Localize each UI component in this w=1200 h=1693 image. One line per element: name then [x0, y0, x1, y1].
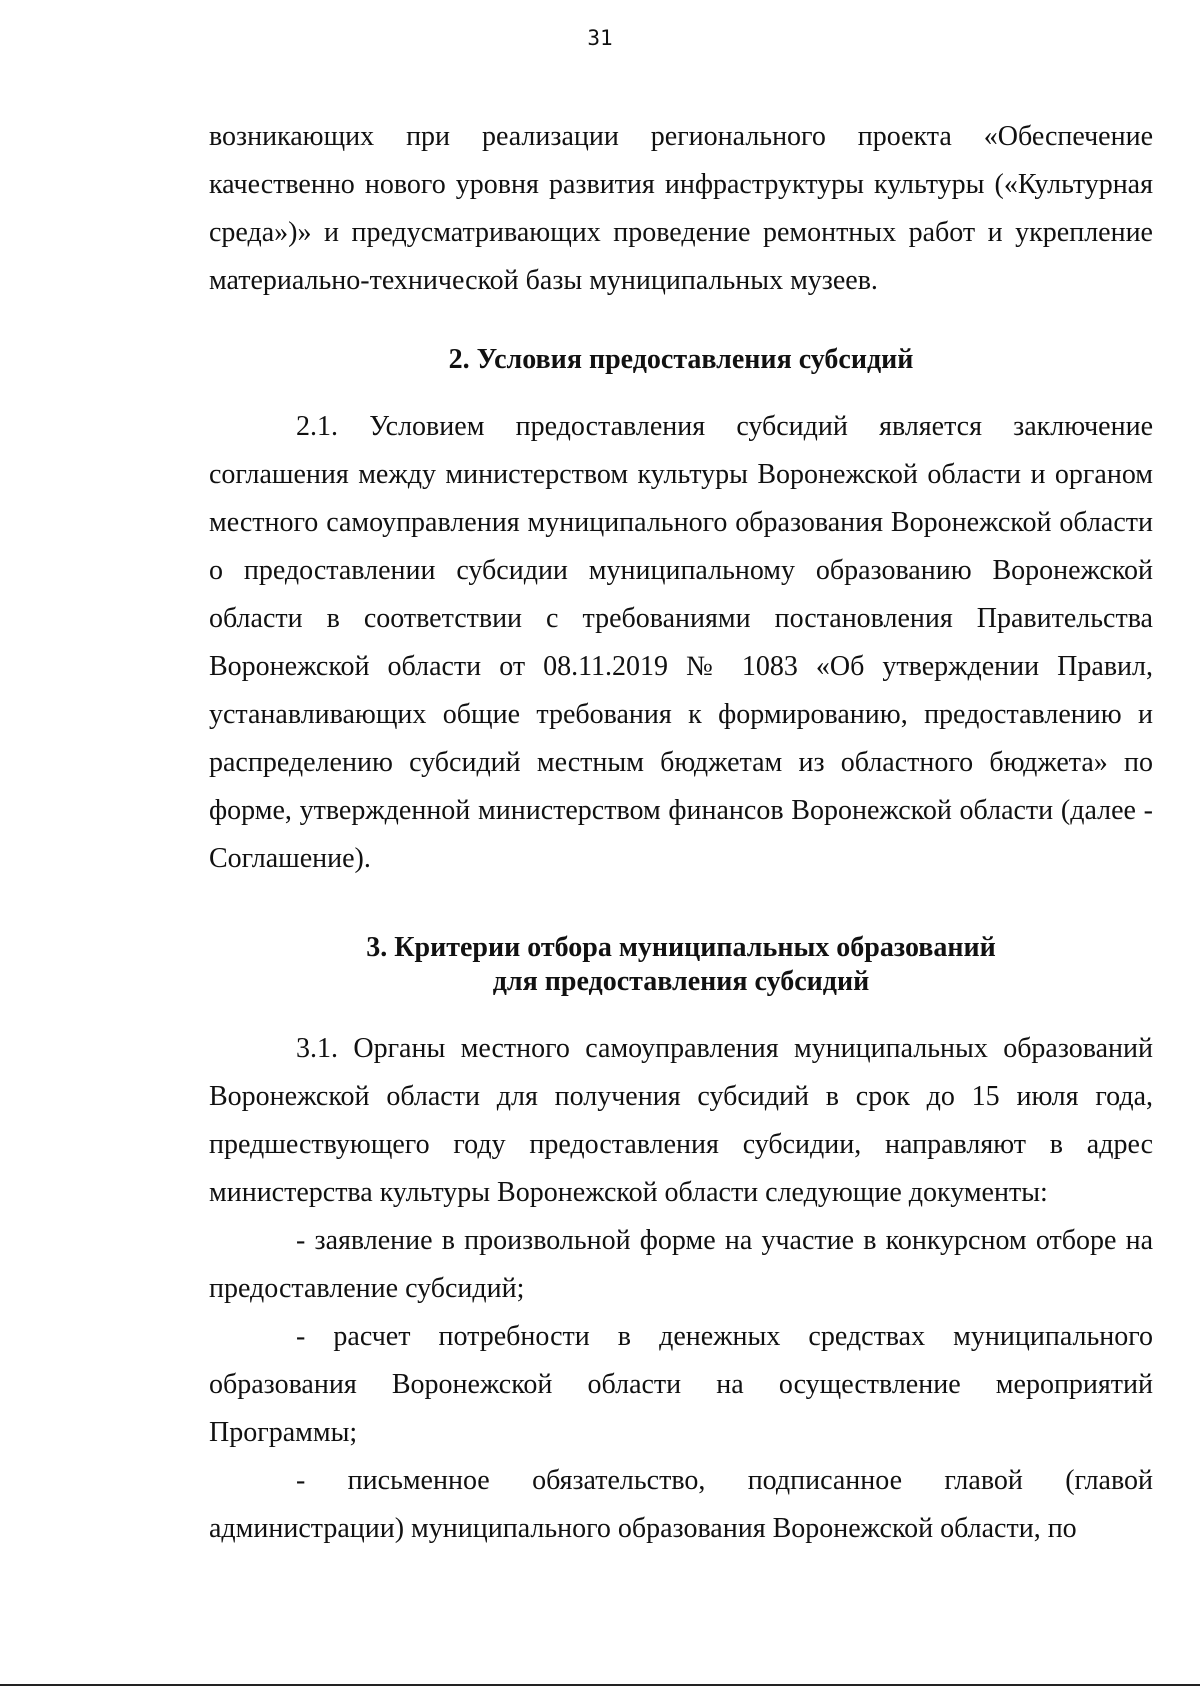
page-bottom-rule — [0, 1684, 1200, 1686]
section-2-heading: 2. Условия предоставления субсидий — [448, 344, 914, 375]
section-3-heading-line1: 3. Критерии отбора муниципальных образований — [366, 932, 996, 963]
list-item-obligation: - письменное обязательство, подписанное главой (главой администрации) муниципального образования Воронежской области, по — [209, 1465, 1153, 1544]
list-item-calculation: - расчет потребности в денежных средствах муниципального образования Воронежской области на осуществление мероприятий Программы; — [209, 1321, 1153, 1448]
paragraph-3-1: 3.1. Органы местного самоуправления муниципальных образований Воронежской области для получения субсидий в срок до 15 июля года, предшествующего году предоставления субсидии, направляют в адрес министерства культуры Воронежской области следующие документы: — [209, 1033, 1153, 1208]
section-3-heading-line2: для предоставления субсидий — [492, 966, 870, 997]
page-number: 31 — [587, 26, 613, 50]
paragraph-2-1: 2.1. Условием предоставления субсидий является заключение соглашения между министерством культуры Воронежской области и органом местного самоуправления муниципального образования Воронежской области о предоставлении субсидии муниципальному образованию Воронежской области в соответствии с требованиями постановления Правительства Воронежской области от 08.11.2019 № 1083 «Об утверждении Правил, устанавливающих общие требования к формированию, предоставлению и распределению субсидий местным бюджетам из областного бюджета» по форме, утвержденной министерством финансов Воронежской области (далее - Соглашение). — [209, 411, 1153, 874]
paragraph-continuation: возникающих при реализации регионального проекта «Обеспечение качественно нового уровня развития инфраструктуры культуры («Культурная среда»)» и предусматривающих проведение ремонтных работ и укрепление материально-технической базы муниципальных музеев. — [209, 121, 1153, 296]
list-item-application: - заявление в произвольной форме на участие в конкурсном отборе на предоставление субсидий; — [209, 1225, 1153, 1304]
